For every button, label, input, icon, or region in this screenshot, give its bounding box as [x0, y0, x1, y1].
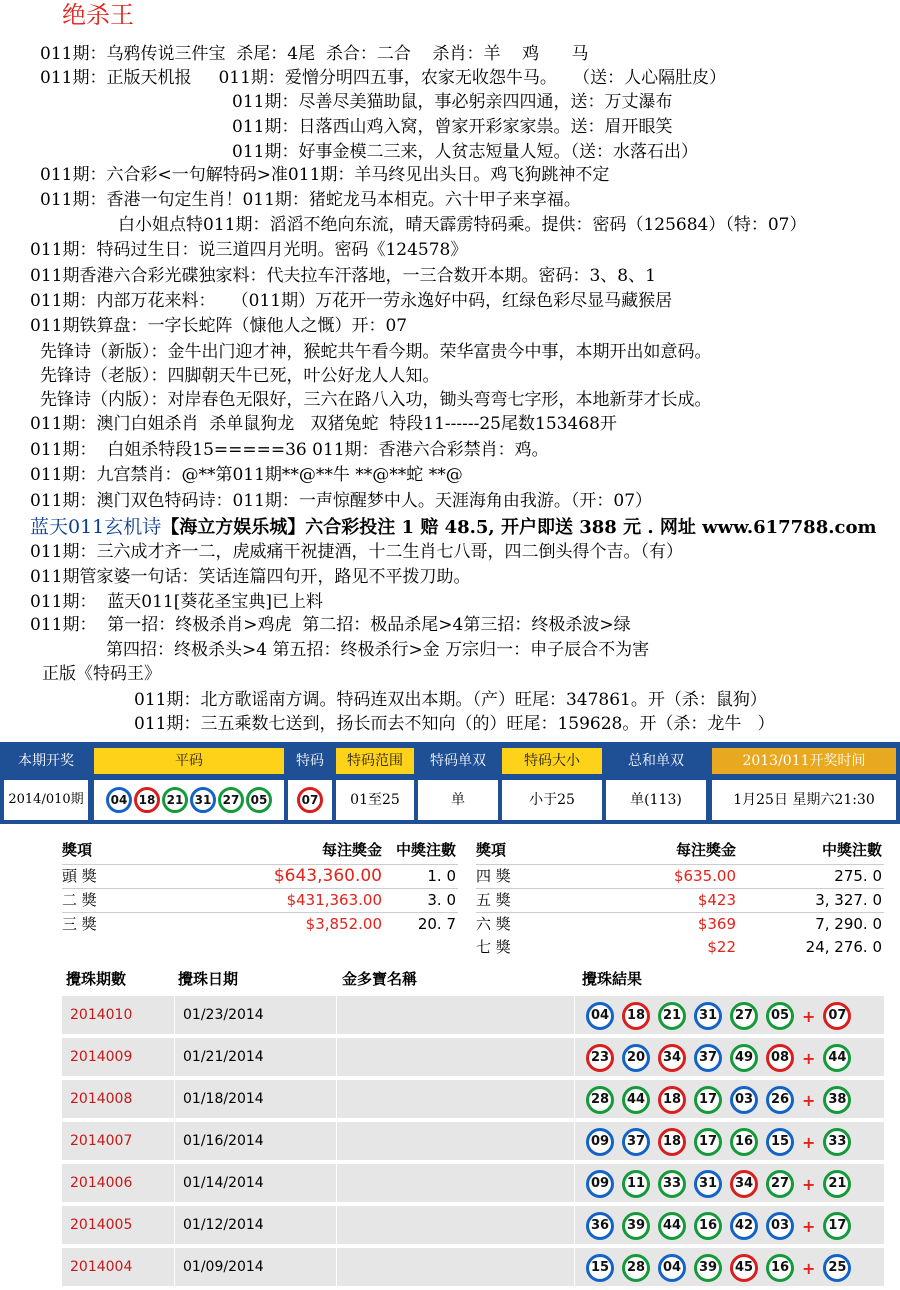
prize-row — [476, 888, 884, 912]
header-size: 特码大小 — [502, 748, 602, 774]
row-period: 2014008 — [70, 1091, 133, 1107]
prize-count: 7, 290. 0 — [815, 915, 882, 933]
regular-balls — [94, 780, 284, 820]
prize-name: 頭 獎 — [62, 867, 97, 885]
row-name — [336, 1248, 575, 1286]
plus-icon: + — [802, 1132, 816, 1152]
text-line: 011期： 白姐杀特段15=====36 011期：香港六合彩禁肖：鸡。 — [30, 440, 549, 460]
prize-amount: $22 — [707, 938, 736, 956]
header-draw: 本期开奖 — [18, 753, 74, 769]
row-name — [336, 996, 575, 1034]
ball: 05 — [766, 1002, 794, 1030]
ball: 26 — [766, 1086, 794, 1114]
col-prize: 獎項 — [62, 841, 93, 859]
row-name — [336, 1080, 575, 1118]
draws-table — [62, 962, 884, 1290]
ball: 16 — [730, 1128, 758, 1156]
ball: 11 — [622, 1170, 650, 1198]
header-time: 2013/011开奖时间 — [712, 748, 896, 774]
draw-period: 2014/010期 — [4, 780, 88, 820]
page-title: 绝杀王 — [62, 1, 134, 29]
special-ball: 07 — [297, 787, 323, 813]
row-period: 2014007 — [70, 1133, 133, 1149]
row-date: 01/16/2014 — [174, 1122, 345, 1160]
text-line: 011期：尽善尽美猫助鼠，事必躬亲四四通，送：万丈瀑布 — [232, 92, 673, 112]
ad-lead: 蓝天011玄机诗 — [30, 516, 162, 538]
special-ball-cell — [288, 780, 332, 820]
col-amount: 每注獎金 — [321, 841, 382, 859]
prize-row — [476, 912, 884, 936]
prize-amount: $431,363.00 — [286, 891, 382, 909]
ball: 37 — [622, 1128, 650, 1156]
col-period: 攪珠期數 — [66, 970, 127, 988]
prize-amount: $635.00 — [673, 867, 736, 885]
ball: 34 — [658, 1044, 686, 1072]
prize-name: 三 獎 — [62, 915, 97, 933]
ball: 28 — [586, 1086, 614, 1114]
ad-line — [30, 515, 877, 540]
text-line: 正版《特码王》 — [42, 664, 161, 684]
header-special: 特码 — [296, 753, 324, 769]
table-row — [62, 1038, 884, 1076]
row-name — [336, 1164, 575, 1202]
col-count: 中獎注數 — [821, 841, 882, 859]
ball: 34 — [730, 1170, 758, 1198]
header-regular: 平码 — [94, 748, 284, 774]
plus-icon: + — [802, 1258, 816, 1278]
row-balls — [582, 1044, 855, 1072]
row-period: 2014006 — [70, 1175, 133, 1191]
ball: 08 — [766, 1044, 794, 1072]
ball: 27 — [730, 1002, 758, 1030]
prize-amount: $643,360.00 — [273, 866, 382, 886]
ball: 23 — [586, 1044, 614, 1072]
sum-value: 单(113) — [606, 780, 706, 820]
prize-amount: $3,852.00 — [305, 915, 382, 933]
row-name — [336, 1206, 575, 1244]
text-line: 011期：澳门白姐杀肖 杀单鼠狗龙 双猪兔蛇 特段11------25尾数153468开 — [30, 414, 617, 434]
row-balls — [582, 1254, 855, 1282]
ball: 45 — [730, 1254, 758, 1282]
col-count: 中獎注數 — [395, 841, 456, 859]
row-date: 01/14/2014 — [174, 1164, 345, 1202]
table-row — [62, 996, 884, 1034]
ball: 04 — [658, 1254, 686, 1282]
text-line: 011期：日落西山鸡入窝，曾家开彩家家祟。送：眉开眼笑 — [232, 117, 673, 137]
ball: 31 — [694, 1002, 722, 1030]
ball: 17 — [694, 1086, 722, 1114]
ball: 18 — [658, 1086, 686, 1114]
prize-table-right — [476, 836, 884, 959]
prize-name: 二 獎 — [62, 891, 97, 909]
ball: 28 — [622, 1254, 650, 1282]
special-ball: 44 — [823, 1044, 851, 1072]
ball: 44 — [622, 1086, 650, 1114]
text-line: 011期：好事金模二三来，人贫志短量人短。（送：水落石出） — [232, 142, 698, 162]
text-line: 011期：六合彩<一句解特码>准011期：羊马终见出头日。鸡飞狗跳神不定 — [40, 165, 610, 185]
ball: 37 — [694, 1044, 722, 1072]
prize-name: 七 獎 — [476, 938, 511, 956]
text-line: 先锋诗（内版）：对岸春色无限好，三六在路八入功，锄头弯弯七字形，本地新芽才长成。 — [40, 390, 712, 410]
table-row — [62, 1080, 884, 1118]
text-line: 011期：三五乘数七送到，扬长而去不知向（的）旺尾：159628。开（杀：龙牛 ） — [134, 714, 775, 734]
ad-url[interactable]: www.617788.com — [702, 517, 877, 538]
ball: 21 — [658, 1002, 686, 1030]
prize-row — [476, 936, 884, 959]
ball: 15 — [586, 1254, 614, 1282]
text-line: 011期管家婆一句话：笑话连篇四句开，路见不平拨刀助。 — [30, 567, 471, 587]
ball: 18 — [622, 1002, 650, 1030]
prize-count: 275. 0 — [834, 867, 882, 885]
row-period: 2014005 — [70, 1217, 133, 1233]
ball: 16 — [766, 1254, 794, 1282]
ball: 36 — [586, 1212, 614, 1240]
ball: 31 — [190, 787, 216, 813]
ball: 09 — [586, 1170, 614, 1198]
table-row — [62, 1164, 884, 1202]
prize-count: 3. 0 — [427, 891, 456, 909]
row-name — [336, 1038, 575, 1076]
prize-name: 五 獎 — [476, 891, 511, 909]
row-balls — [582, 1128, 855, 1156]
text-line: 011期： 第一招：终极杀肖>鸡虎 第二招：极品杀尾>4第三招：终极杀波>绿 — [30, 615, 631, 635]
prize-amount: $423 — [697, 891, 736, 909]
text-line: 011期：三六成才齐一二，虎威痛干祝捷酒，十二生肖七八哥，四二倒头得个吉。（有） — [30, 542, 683, 562]
text-line: 先锋诗（老版）：四脚朝天牛已死，叶公好龙人人知。 — [40, 366, 440, 386]
text-line: 011期铁算盘：一字长蛇阵（慷他人之慨）开：07 — [30, 316, 408, 336]
row-balls — [582, 1086, 855, 1114]
prize-row — [476, 864, 884, 888]
text-line: 011期：特码过生日：说三道四月光明。密码《124578》 — [30, 240, 468, 260]
special-ball: 38 — [823, 1086, 851, 1114]
col-date: 攪珠日期 — [178, 970, 239, 988]
row-date: 01/12/2014 — [174, 1206, 345, 1244]
row-balls — [582, 1170, 855, 1198]
col-name: 金多寶名稱 — [342, 970, 418, 988]
text-line: 011期： 蓝天011[葵花圣宝典]已上料 — [30, 592, 323, 612]
row-date: 01/21/2014 — [174, 1038, 345, 1076]
ball: 39 — [694, 1254, 722, 1282]
col-result: 攪珠結果 — [582, 970, 643, 988]
col-amount: 每注獎金 — [675, 841, 736, 859]
ball: 49 — [730, 1044, 758, 1072]
ball: 04 — [106, 787, 132, 813]
prize-count: 1. 0 — [427, 867, 456, 885]
range-value: 01至25 — [336, 780, 414, 820]
ball: 20 — [622, 1044, 650, 1072]
text-line: 011期：内部万花来料： （011期）万花开一劳永逸好中码，红绿色彩尽显马藏猴居 — [30, 291, 673, 311]
table-row — [62, 1248, 884, 1286]
text-line: 011期：乌鸦传说三件宝 杀尾：4尾 杀合：二合 杀肖：羊 鸡 马 — [40, 44, 589, 64]
row-date: 01/09/2014 — [174, 1248, 345, 1286]
row-period: 2014010 — [70, 1007, 133, 1023]
oddeven-value: 单 — [418, 780, 498, 820]
time-value: 1月25日 星期六21:30 — [712, 780, 896, 820]
text-line: 011期：香港一句定生肖！011期：猪蛇龙马本相克。六十甲子来享福。 — [40, 190, 581, 210]
row-period: 2014009 — [70, 1049, 133, 1065]
special-ball: 17 — [823, 1212, 851, 1240]
text-line: 011期：北方歌谣南方调。特码连双出本期。（产）旺尾：347861。开（杀：鼠狗） — [134, 690, 767, 710]
prize-count: 3, 327. 0 — [815, 891, 882, 909]
col-prize: 獎項 — [476, 841, 507, 859]
header-oddeven: 特码单双 — [430, 753, 486, 769]
prize-row — [62, 864, 458, 888]
plus-icon: + — [802, 1216, 816, 1236]
plus-icon: + — [802, 1174, 816, 1194]
prize-name: 六 獎 — [476, 915, 511, 933]
row-date: 01/18/2014 — [174, 1080, 345, 1118]
text-line: 011期香港六合彩光碟独家料：代夫拉车汗落地，一三合数开本期。密码：3、8、1 — [30, 266, 656, 286]
text-line: 011期：正版天机报 011期：爱憎分明四五事，农家无收怨牛马。 （送：人心隔肚皮） — [40, 68, 727, 88]
ball: 15 — [766, 1128, 794, 1156]
text-line: 011期：九宫禁肖：@**第011期**@**牛 **@**蛇 **@ — [30, 465, 463, 485]
ball: 09 — [586, 1128, 614, 1156]
ad-text: 【海立方娱乐城】六合彩投注 1 赔 48.5, 开户即送 388 元 . 网址 — [161, 517, 703, 538]
ball: 16 — [694, 1212, 722, 1240]
ball: 03 — [766, 1212, 794, 1240]
text-line: 第四招：终极杀头>4 第五招：终极杀行>金 万宗归一：申子辰合不为害 — [106, 640, 650, 660]
plus-icon: + — [802, 1090, 816, 1110]
row-balls — [582, 1212, 855, 1240]
ball: 44 — [658, 1212, 686, 1240]
prize-table-left — [62, 836, 458, 936]
prize-name: 四 獎 — [476, 867, 511, 885]
table-row — [62, 1122, 884, 1160]
text-line: 白小姐点特011期：滔滔不绝向东流，晴天霹雳特码乘。提供：密码（125684）（特：07） — [118, 215, 807, 235]
ball: 21 — [162, 787, 188, 813]
prize-count: 24, 276. 0 — [805, 938, 882, 956]
ball: 17 — [694, 1128, 722, 1156]
text-line: 先锋诗（新版）：金牛出门迎才神，猴蛇共午看今期。荣华富贵今中事，本期开出如意码。 — [40, 342, 712, 362]
plus-icon: + — [802, 1006, 816, 1026]
plus-icon: + — [802, 1048, 816, 1068]
ball: 03 — [730, 1086, 758, 1114]
prize-row — [62, 888, 458, 912]
header-sum: 总和单双 — [628, 753, 684, 769]
row-name — [336, 1122, 575, 1160]
ball: 33 — [658, 1170, 686, 1198]
row-date: 01/23/2014 — [174, 996, 345, 1034]
draws-header — [62, 962, 884, 996]
size-value: 小于25 — [502, 780, 602, 820]
ball: 18 — [134, 787, 160, 813]
ball: 42 — [730, 1212, 758, 1240]
special-ball: 33 — [823, 1128, 851, 1156]
text-line: 011期：澳门双色特码诗：011期：一声惊醒梦中人。天涯海角由我游。（开：07） — [30, 491, 653, 511]
row-period: 2014004 — [70, 1259, 133, 1275]
header-range: 特码范围 — [336, 748, 414, 774]
ball: 27 — [766, 1170, 794, 1198]
row-balls — [582, 1002, 855, 1030]
special-ball: 25 — [823, 1254, 851, 1282]
ball: 39 — [622, 1212, 650, 1240]
ball: 27 — [218, 787, 244, 813]
special-ball: 07 — [823, 1002, 851, 1030]
ball: 18 — [658, 1128, 686, 1156]
prize-row — [62, 912, 458, 936]
prize-count: 20. 7 — [417, 915, 456, 933]
ball: 05 — [246, 787, 272, 813]
ball: 31 — [694, 1170, 722, 1198]
special-ball: 21 — [823, 1170, 851, 1198]
table-row — [62, 1206, 884, 1244]
ball: 04 — [586, 1002, 614, 1030]
result-bar — [0, 742, 900, 824]
prize-amount: $369 — [697, 915, 736, 933]
